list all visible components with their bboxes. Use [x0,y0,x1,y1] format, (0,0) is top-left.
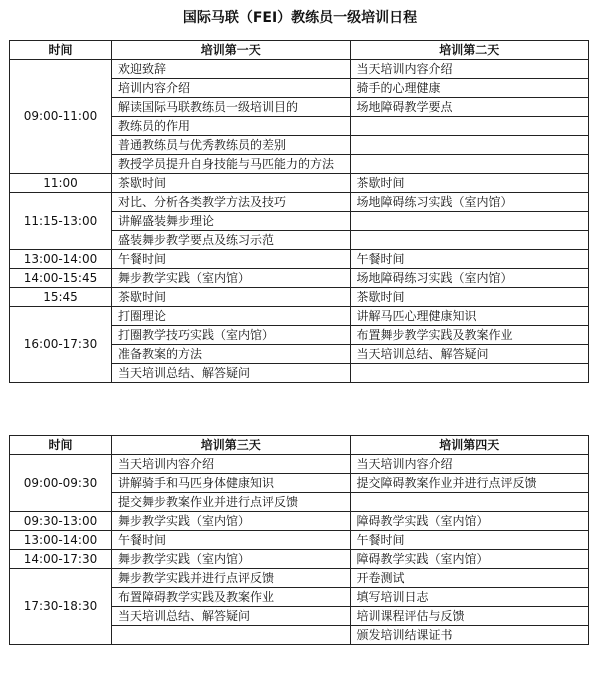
activity-cell: 教练员的作用 [112,117,351,136]
activity-cell: 当天培训总结、解答疑问 [112,607,351,626]
activity-cell: 提交障碍教案作业并进行点评反馈 [350,474,589,493]
activity-cell: 茶歇时间 [112,288,351,307]
activity-cell: 舞步教学实践并进行点评反馈 [112,569,351,588]
time-slot-cell: 17:30-18:30 [10,569,112,645]
activity-cell: 布置舞步教学实践及教案作业 [350,326,589,345]
table-row [10,531,589,550]
activity-cell: 讲解盛装舞步理论 [112,212,351,231]
activity-cell: 茶歇时间 [350,174,589,193]
time-slot-cell: 14:00-15:45 [10,269,112,288]
activity-cell: 茶歇时间 [112,174,351,193]
activity-cell: 开卷测试 [350,569,589,588]
activity-cell: 颁发培训结课证书 [350,626,589,645]
activity-cell: 骑手的心理健康 [350,79,589,98]
activity-cell: 准备教案的方法 [112,345,351,364]
activity-cell: 普通教练员与优秀教练员的差别 [112,136,351,155]
time-slot-cell: 15:45 [10,288,112,307]
table-row [10,269,589,288]
time-slot-cell: 09:30-13:00 [10,512,112,531]
activity-cell: 当天培训内容介绍 [350,455,589,474]
activity-cell: 填写培训日志 [350,588,589,607]
activity-cell [350,117,589,136]
activity-cell: 舞步教学实践（室内馆） [112,269,351,288]
activity-cell: 当天培训总结、解答疑问 [350,345,589,364]
time-slot-cell: 11:15-13:00 [10,193,112,250]
table-row [10,512,589,531]
time-slot-cell: 09:00-11:00 [10,60,112,174]
table-row [10,455,589,474]
activity-cell [350,231,589,250]
time-slot-cell: 16:00-17:30 [10,307,112,383]
activity-cell: 培训课程评估与反馈 [350,607,589,626]
table-row [10,250,589,269]
activity-cell: 当天培训内容介绍 [350,60,589,79]
activity-cell: 解读国际马联教练员一级培训目的 [112,98,351,117]
activity-cell: 茶歇时间 [350,288,589,307]
activity-cell: 障碍教学实践（室内馆） [350,550,589,569]
activity-cell [350,155,589,174]
time-slot-cell: 11:00 [10,174,112,193]
header-day1: 培训第一天 [112,41,351,60]
table-row [10,569,589,588]
header-time: 时间 [10,436,112,455]
table-row [10,193,589,212]
table-row [10,60,589,79]
activity-cell: 培训内容介绍 [112,79,351,98]
table-row [10,288,589,307]
page-title: 国际马联（FEI）教练员一级培训日程 [182,10,418,26]
activity-cell [350,364,589,383]
activity-cell: 欢迎致辞 [112,60,351,79]
activity-cell: 教授学员提升自身技能与马匹能力的方法 [112,155,351,174]
activity-cell: 午餐时间 [350,250,589,269]
table-row [10,307,589,326]
activity-cell: 盛装舞步教学要点及练习示范 [112,231,351,250]
table-header-row [10,436,589,455]
activity-cell [350,493,589,512]
time-slot-cell: 13:00-14:00 [10,531,112,550]
activity-cell: 午餐时间 [350,531,589,550]
activity-cell: 当天培训内容介绍 [112,455,351,474]
activity-cell [350,136,589,155]
activity-cell: 打圈理论 [112,307,351,326]
header-time: 时间 [10,41,112,60]
time-slot-cell: 14:00-17:30 [10,550,112,569]
activity-cell: 午餐时间 [112,531,351,550]
activity-cell: 午餐时间 [112,250,351,269]
activity-cell: 当天培训总结、解答疑问 [112,364,351,383]
time-slot-cell: 13:00-14:00 [10,250,112,269]
activity-cell: 场地障碍教学要点 [350,98,589,117]
activity-cell [350,212,589,231]
header-day3: 培训第三天 [112,436,351,455]
schedule-table-day1-2 [9,40,589,383]
schedule-table-day3-4 [9,435,589,645]
time-slot-cell: 09:00-09:30 [10,455,112,512]
activity-cell: 打圈教学技巧实践（室内馆） [112,326,351,345]
activity-cell: 障碍教学实践（室内馆） [350,512,589,531]
activity-cell: 提交舞步教案作业并进行点评反馈 [112,493,351,512]
header-day2: 培训第二天 [350,41,589,60]
table-row [10,174,589,193]
table-row [10,550,589,569]
activity-cell: 讲解马匹心理健康知识 [350,307,589,326]
activity-cell: 场地障碍练习实践（室内馆） [350,193,589,212]
activity-cell: 对比、分析各类教学方法及技巧 [112,193,351,212]
activity-cell: 舞步教学实践（室内馆） [112,512,351,531]
activity-cell: 场地障碍练习实践（室内馆） [350,269,589,288]
table-header-row [10,41,589,60]
activity-cell: 布置障碍教学实践及教案作业 [112,588,351,607]
activity-cell [112,626,351,645]
header-day4: 培训第四天 [350,436,589,455]
activity-cell: 舞步教学实践（室内馆） [112,550,351,569]
activity-cell: 讲解骑手和马匹身体健康知识 [112,474,351,493]
